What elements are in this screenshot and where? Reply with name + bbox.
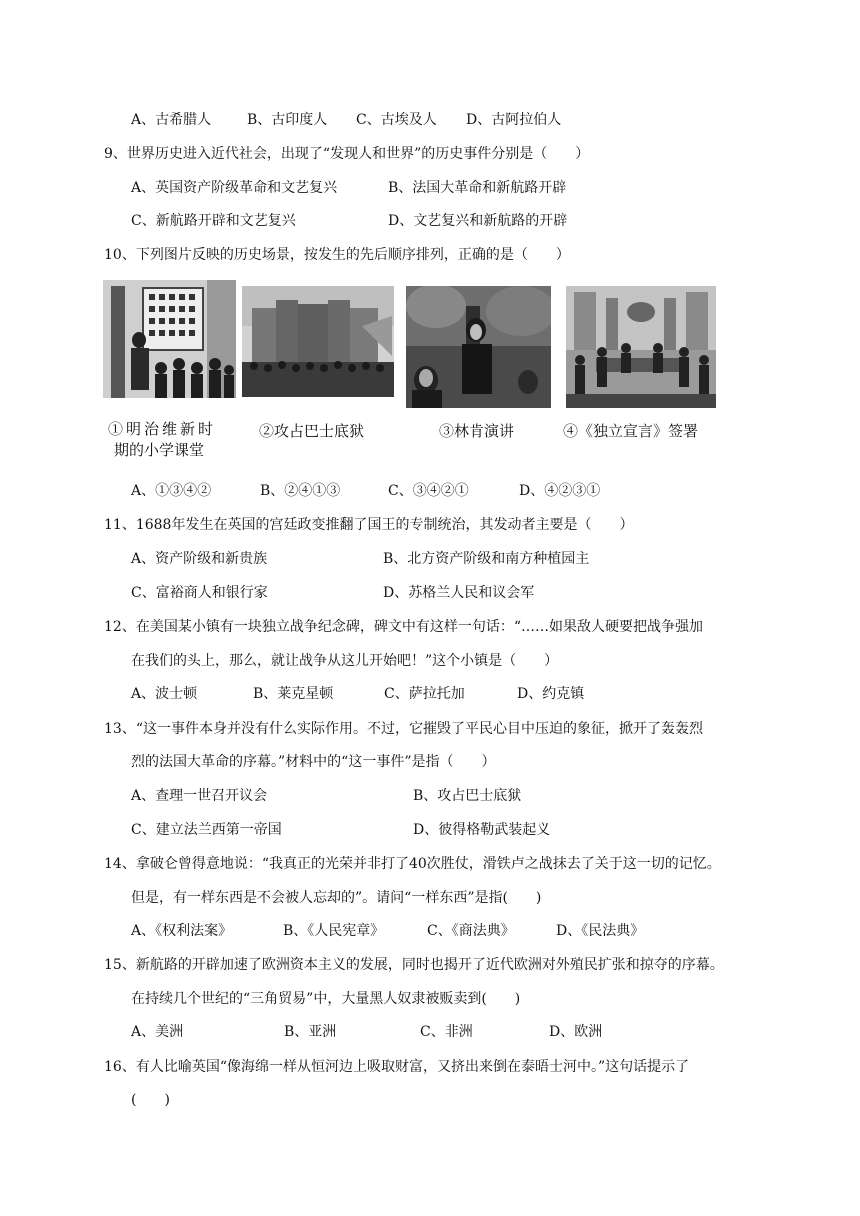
photo-declaration-signing bbox=[566, 286, 716, 408]
q13-stem-line2: 烈的法国大革命的序幕。”材料中的“这一事件”是指（ ） bbox=[131, 754, 496, 770]
q12-stem-line1: 12、在美国某小镇有一块独立战争纪念碑，碑文中有这样一句话：“……如果敌人硬要把战争强加 bbox=[104, 619, 703, 635]
q14-stem-line2: 但是，有一样东西是不会被人忘却的”。请问“一样东西”是指( ) bbox=[131, 890, 542, 906]
q9-option-b: B、法国大革命和新航路开辟 bbox=[388, 180, 567, 196]
q10-option-d: D、④②③① bbox=[519, 483, 601, 499]
q15-option-b: B、亚洲 bbox=[284, 1024, 337, 1040]
q10-option-c: C、③④②① bbox=[388, 483, 469, 499]
caption-1-line2: 期的小学课堂 bbox=[114, 441, 205, 459]
q8-option-a: A、古希腊人 bbox=[131, 112, 212, 128]
q15-option-d: D、欧洲 bbox=[549, 1024, 603, 1040]
q13-option-a: A、查理一世召开议会 bbox=[131, 788, 268, 804]
q13-stem-line1: 13、“这一事件本身并没有什么实际作用。不过，它摧毁了平民心目中压迫的象征，掀开了轰轰烈 bbox=[104, 721, 703, 737]
q10-option-b: B、②④①③ bbox=[260, 483, 341, 499]
q15-option-a: A、美洲 bbox=[131, 1024, 184, 1040]
q12-option-c: C、萨拉托加 bbox=[384, 686, 465, 702]
q14-option-c: C、《商法典》 bbox=[427, 923, 515, 939]
q11-stem: 11、1688年发生在英国的宫廷政变推翻了国王的专制统治，其发动者主要是（ ） bbox=[104, 517, 634, 533]
q12-option-b: B、莱克星顿 bbox=[253, 686, 334, 702]
q12-option-d: D、约克镇 bbox=[517, 686, 585, 702]
q12-option-a: A、波士顿 bbox=[131, 686, 198, 702]
q11-option-c: C、富裕商人和银行家 bbox=[131, 585, 268, 601]
q11-option-d: D、苏格兰人民和议会军 bbox=[383, 585, 535, 601]
q9-option-d: D、文艺复兴和新航路的开辟 bbox=[388, 213, 568, 229]
q11-option-b: B、北方资产阶级和南方种植园主 bbox=[383, 551, 590, 567]
photo-lincoln-speech bbox=[406, 286, 551, 408]
q9-stem: 9、世界历史进入近代社会，出现了“发现人和世界”的历史事件分别是（ ） bbox=[104, 146, 590, 162]
q16-stem-line2: ( ) bbox=[131, 1092, 170, 1108]
q14-option-b: B、《人民宪章》 bbox=[283, 923, 385, 939]
q14-option-d: D、《民法典》 bbox=[556, 923, 645, 939]
caption-3: ③林肯演讲 bbox=[439, 422, 515, 440]
q13-option-d: D、彼得格勒武装起义 bbox=[413, 822, 551, 838]
q8-option-c: C、古埃及人 bbox=[356, 112, 437, 128]
q15-option-c: C、非洲 bbox=[420, 1024, 473, 1040]
q13-option-b: B、攻占巴士底狱 bbox=[413, 788, 522, 804]
photo-storming-bastille bbox=[242, 286, 394, 397]
q10-option-a: A、①③④② bbox=[131, 483, 212, 499]
q10-stem: 10、下列图片反映的历史场景，按发生的先后顺序排列，正确的是（ ） bbox=[104, 247, 570, 263]
q15-stem-line1: 15、新航路的开辟加速了欧洲资本主义的发展，同时也揭开了近代欧洲对外殖民扩张和掠夺的序幕。 bbox=[104, 957, 724, 973]
q8-option-b: B、古印度人 bbox=[247, 112, 328, 128]
caption-4: ④《独立宣言》签署 bbox=[563, 422, 699, 440]
caption-2: ②攻占巴士底狱 bbox=[259, 422, 365, 440]
q14-option-a: A、《权利法案》 bbox=[131, 923, 233, 939]
q9-option-c: C、新航路开辟和文艺复兴 bbox=[131, 213, 296, 229]
q13-option-c: C、建立法兰西第一帝国 bbox=[131, 822, 282, 838]
q11-option-a: A、资产阶级和新贵族 bbox=[131, 551, 268, 567]
q9-option-a: A、英国资产阶级革命和文艺复兴 bbox=[131, 180, 338, 196]
caption-1-line1: ①明治维新时 bbox=[108, 420, 217, 438]
q8-option-d: D、古阿拉伯人 bbox=[466, 112, 562, 128]
q16-stem-line1: 16、有人比喻英国“像海绵一样从恒河边上吸取财富，又挤出来倒在泰晤士河中。”这句话提示了 bbox=[104, 1059, 690, 1075]
q14-stem-line1: 14、拿破仑曾得意地说：“我真正的光荣并非打了40次胜仗，滑铁卢之战抹去了关于这一切的记忆。 bbox=[104, 856, 721, 872]
q15-stem-line2: 在持续几个世纪的“三角贸易”中，大量黑人奴隶被贩卖到( ) bbox=[131, 991, 521, 1007]
q12-stem-line2: 在我们的头上，那么，就让战争从这儿开始吧！”这个小镇是（ ） bbox=[131, 653, 559, 669]
photo-meiji-classroom bbox=[103, 280, 236, 398]
